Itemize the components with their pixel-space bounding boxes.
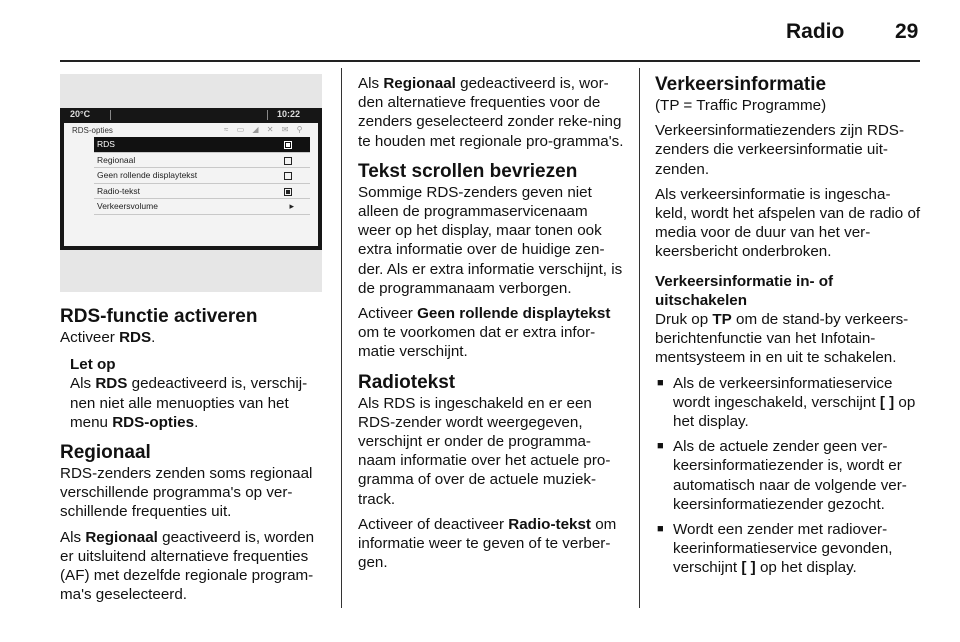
paragraph: Activeer of deactiveer Radio-tekst om informatie weer te geven of te verber-gen. <box>358 515 617 572</box>
checkbox-unchecked-icon <box>284 172 292 180</box>
paragraph: Als Regionaal gedeactiveerd is, wor-den alternatieve frequenties voor de zenders geselecteerd zonder reke-ning te houden met regionale pro-gramma's. <box>358 75 624 150</box>
paragraph: Als Regionaal geactiveerd is, worden er uitsluitend alternatieve frequenties (AF) met dezelfde regionale program-ma's geselecteerd. <box>60 528 315 604</box>
display-screen <box>60 108 322 250</box>
status-bar <box>60 108 322 122</box>
menu-item-label: Geen rollende displaytekst <box>97 170 198 181</box>
paragraph: Sommige RDS-zenders geven niet alleen de programmaservicenaam weer op het display, maar tonen ook extra informatie over de huidige zen-der. Als er extra informatie verschijnt, is de programmanaam verborgen. <box>358 183 623 297</box>
subheading-in-uitschakelen: Verkeersinformatie in- of uitschakelen <box>655 272 834 309</box>
section-title: Radio <box>786 20 845 43</box>
menu-item-label: Radio-tekst <box>97 185 140 196</box>
clock: 10:22 <box>277 109 301 119</box>
menu-item-empty <box>94 215 310 230</box>
temperature: 20°C <box>70 109 91 119</box>
checkbox-unchecked-icon <box>284 157 292 165</box>
heading-regionaal: Regionaal <box>60 442 151 464</box>
column-2 <box>358 74 624 578</box>
menu-panel <box>64 123 318 246</box>
menu-item-label: RDS <box>97 139 115 149</box>
status-separator <box>267 110 268 120</box>
paragraph: Druk op TP om de stand-by verkeers-berichtenfunctie van het Infotain-mentsysteem in en uit te schakelen. <box>655 311 909 367</box>
bullet-square-icon: ■ <box>657 376 664 389</box>
paragraph: (TP = Traffic Programme) <box>655 97 827 114</box>
column-divider-1 <box>341 68 342 608</box>
bullet-item: ■ Als de actuele zender geen ver-keersinformatiezender is, wordt er automatisch naar de volgende ver-keersinformatiezender gezocht. <box>657 438 907 513</box>
heading-tekst-scrollen: Tekst scrollen bevriezen <box>358 160 578 182</box>
note-text: Als RDS gedeactiveerd is, verschij-nen niet alle menuopties van het menu RDS-opties. <box>70 375 308 431</box>
checkbox-checked-icon <box>284 188 292 196</box>
menu-item-label: Verkeersvolume <box>97 201 158 212</box>
header-rule <box>60 60 920 62</box>
note-box <box>70 355 326 432</box>
paragraph: RDS-zenders zenden soms regionaal verschillende programma's op ver-schillende frequenties uit. <box>60 465 313 521</box>
column-1 <box>60 306 326 610</box>
column-3 <box>655 74 921 578</box>
heading-rds-functie: RDS-functie activeren <box>60 306 258 327</box>
menu-item-rds[interactable] <box>94 137 310 153</box>
checkbox-checked-icon <box>284 141 292 149</box>
bullet-item: ■ Wordt een zender met radiover-keerinformatieservice gevonden, verschijnt [ ] op het display. <box>657 521 893 577</box>
note-label: Let op <box>70 356 116 374</box>
heading-radiotekst: Radiotekst <box>358 371 456 393</box>
bullet-item: ■ Als de verkeersinformatieservice wordt ingeschakeld, verschijnt [ ] op het display. <box>657 374 916 431</box>
arrow-right-icon: ▸ <box>289 201 294 212</box>
column-divider-2 <box>639 68 640 608</box>
bullet-square-icon: ■ <box>657 440 664 453</box>
menu-item-geen-rollende-displaytekst[interactable] <box>94 168 310 184</box>
page-number: 29 <box>895 20 919 43</box>
menu-item-label: Regionaal <box>97 154 136 165</box>
rds-options-screenshot <box>60 74 322 292</box>
menu-item-regionaal[interactable] <box>94 153 310 169</box>
bullet-square-icon: ■ <box>657 523 664 536</box>
paragraph: Verkeersinformatiezenders zijn RDS-zenders die verkeersinformatie uit-zenden. <box>655 122 904 178</box>
status-separator <box>110 110 111 120</box>
menu-item-verkeersvolume[interactable] <box>94 199 310 215</box>
paragraph: Als RDS is ingeschakeld en er een RDS-zender wordt weergegeven, verschijnt er onder de programma-naam informatie over het actuele pro-gramma of over de actuele muziek-track. <box>358 394 611 508</box>
heading-verkeersinformatie: Verkeersinformatie <box>655 74 827 95</box>
menu-item-radio-tekst[interactable] <box>94 184 310 200</box>
menu-title: RDS-opties <box>72 126 113 135</box>
paragraph: Activeer Geen rollende displaytekst om te voorkomen dat er extra infor-matie verschijnt. <box>358 305 611 361</box>
status-icons: ≈ ▭ ◢ ✕ ✉ ⚲ <box>224 125 306 134</box>
paragraph: Activeer RDS. <box>60 329 156 346</box>
paragraph: Als verkeersinformatie is ingescha-keld, wordt het afspelen van de radio of media voor de duur van het ver-keersbericht onderbroken. <box>655 185 921 261</box>
menu-list <box>94 137 310 230</box>
